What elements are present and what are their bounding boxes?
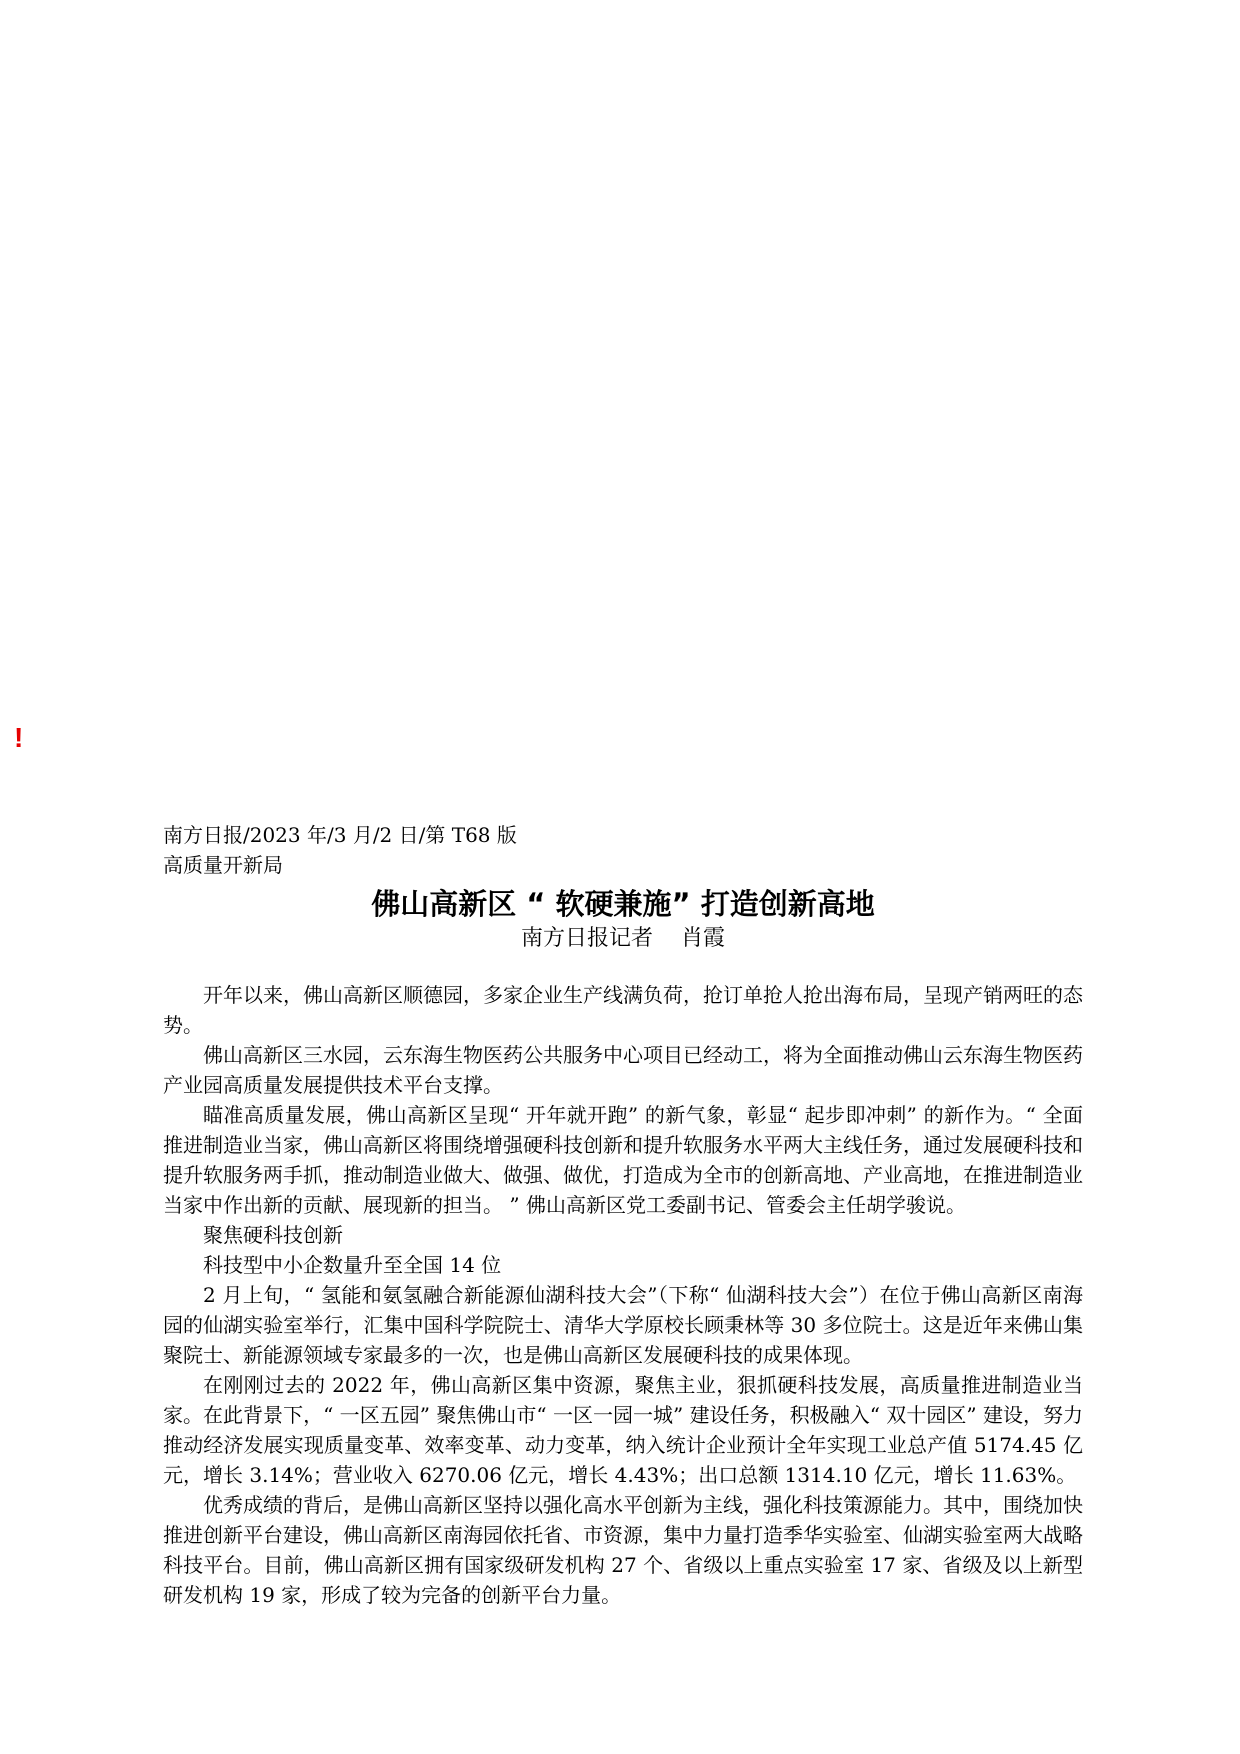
source-line: 南方日报/2023 年/3 月/2 日/第 T68 版高质量开新局 bbox=[163, 823, 517, 877]
paragraph: 优秀成绩的背后，是佛山高新区坚持以强化高水平创新为主线，强化科技策源能力。其中，围绕加快推进创新平台建设，佛山高新区南海园依托省、市资源，集中力量打造季华实验室、仙湖实验室两大战略科技平台。目前，佛山高新区拥有国家级研发机构 27 个、省级以上重点实验室 17 家、省级及以上新型研发机构 19 家，形成了较为完备的创新平台力量。 bbox=[163, 1493, 1083, 1607]
section-heading: 聚焦硬科技创新 bbox=[203, 1223, 343, 1247]
headline: 佛山高新区 “ 软硬兼施” 打造创新高地 bbox=[371, 887, 875, 921]
paragraph: 2 月上旬，“ 氢能和氨氢融合新能源仙湖科技大会”（下称“ 仙湖科技大会”）在位于佛山高新区南海园的仙湖实验室举行，汇集中国科学院院士、清华大学原校长顾秉林等 30 多位院士。这是近年来佛山集聚院士、新能源领域专家最多的一次，也是佛山高新区发展硬科技的成果体现。 bbox=[163, 1283, 1083, 1367]
paragraph: 瞄准高质量发展，佛山高新区呈现“ 开年就开跑” 的新气象，彰显“ 起步即冲刺” 的新作为。“ 全面推进制造业当家，佛山高新区将围绕增强硬科技创新和提升软服务水平两大主线任务，通过发展硬科技和提升软服务两手抓，推动制造业做大、做强、做优，打造成为全市的创新高地、产业高地，在推进制造业当家中作出新的贡献、展现新的担当。 ” 佛山高新区党工委副书记、管委会主任胡学骏说。 bbox=[163, 1103, 1083, 1217]
paragraph: 佛山高新区三水园，云东海生物医药公共服务中心项目已经动工，将为全面推动佛山云东海生物医药产业园高质量发展提供技术平台支撑。 bbox=[163, 1043, 1083, 1097]
byline: 南方日报记者 肖霞 bbox=[521, 926, 725, 951]
paragraph: 在刚刚过去的 2022 年，佛山高新区集中资源，聚焦主业，狠抓硬科技发展，高质量推进制造业当家。在此背景下，“ 一区五园” 聚焦佛山市“ 一区一园一城” 建设任务，积极融入“ 双十园区” 建设，努力推动经济发展实现质量变革、效率变革、动力变革，纳入统计企业预计全年实现工业总产值 5174.45 亿元，增长 3.14%；营业收入 6270.06 亿元，增长 4.43%；出口总额 1314.10 亿元，增长 11.63%。 bbox=[163, 1373, 1083, 1487]
red-exclamation-mark: ! bbox=[14, 722, 24, 753]
article bbox=[163, 820, 1083, 1610]
article-body bbox=[163, 980, 1083, 1610]
section-subheading: 科技型中小企数量升至全国 14 位 bbox=[203, 1253, 502, 1277]
paragraph: 开年以来，佛山高新区顺德园，多家企业生产线满负荷，抢订单抢人抢出海布局，呈现产销两旺的态势。 bbox=[163, 983, 1083, 1037]
